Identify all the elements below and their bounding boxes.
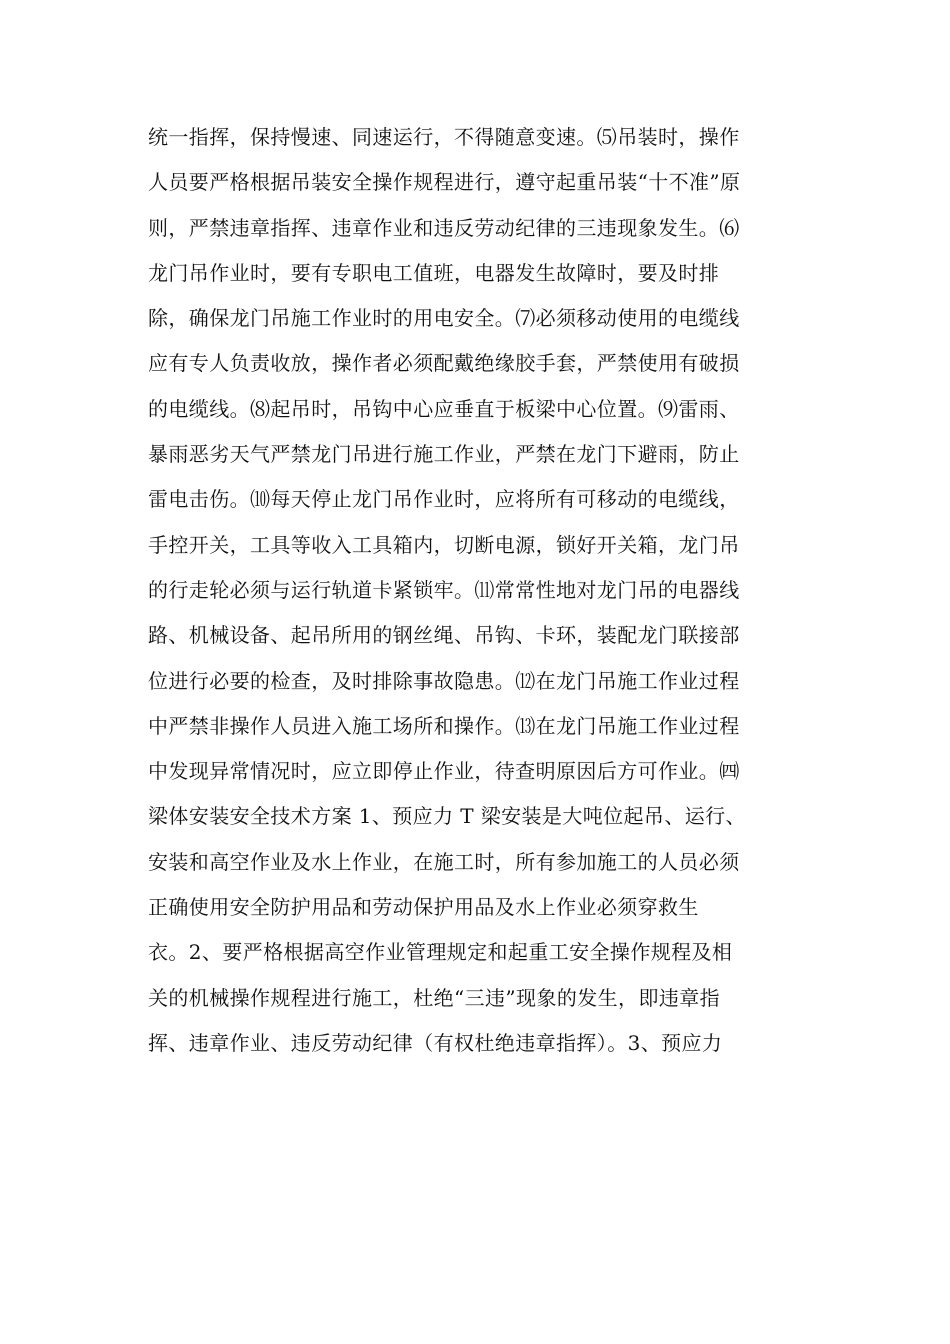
text-line: 应有专人负责收放，操作者必须配戴绝缘胶手套，严禁使用有破损 bbox=[148, 351, 740, 376]
text-line: 除，确保龙门吊施工作业时的用电安全。⑺必须移动使用的电缆线 bbox=[148, 306, 740, 331]
text-line: 安装和高空作业及水上作业，在施工时，所有参加施工的人员必须 bbox=[148, 849, 740, 874]
text-line: 衣。2、要严格根据高空作业管理规定和起重工安全操作规程及相 bbox=[148, 940, 733, 965]
text-line: 中发现异常情况时，应立即停止作业，待查明原因后方可作业。㈣ bbox=[148, 759, 740, 784]
text-line: 中严禁非操作人员进入施工场所和操作。⒀在龙门吊施工作业过程 bbox=[148, 713, 740, 738]
text-line: 手控开关，工具等收入工具箱内，切断电源，锁好开关箱，龙门吊 bbox=[148, 532, 740, 557]
text-line: 挥、违章作业、违反劳动纪律（有权杜绝违章指挥）。3、预应力 bbox=[148, 1030, 723, 1055]
text-line: 的行走轮必须与运行轨道卡紧锁牢。⑾常常性地对龙门吊的电器线 bbox=[148, 577, 740, 602]
body-text bbox=[148, 115, 808, 1066]
text-line: 关的机械操作规程进行施工，杜绝“三违”现象的发生，即违章指 bbox=[148, 985, 721, 1010]
text-line: 统一指挥，保持慢速、同速运行，不得随意变速。⑸吊装时，操作 bbox=[148, 125, 740, 149]
text-line: 人员要严格根据吊装安全操作规程进行，遵守起重吊装“十不准”原 bbox=[148, 170, 741, 195]
text-line: 梁体安装安全技术方案 1、预应力 T 梁安装是大吨位起吊、运行、 bbox=[148, 804, 746, 829]
text-line: 则，严禁违章指挥、违章作业和违反劳动纪律的三违现象发生。⑹ bbox=[148, 215, 740, 240]
text-line: 雷电击伤。⑽每天停止龙门吊作业时，应将所有可移动的电缆线， bbox=[148, 487, 740, 512]
text-line: 路、机械设备、起吊所用的钢丝绳、吊钩、卡环，装配龙门联接部 bbox=[148, 623, 740, 648]
text-line: 暴雨恶劣天气严禁龙门吊进行施工作业，严禁在龙门下避雨，防止 bbox=[148, 442, 740, 467]
text-line: 正确使用安全防护用品和劳动保护用品及水上作业必须穿救生 bbox=[148, 895, 699, 920]
text-line: 龙门吊作业时，要有专职电工值班，电器发生故障时，要及时排 bbox=[148, 260, 720, 285]
text-line: 的电缆线。⑻起吊时，吊钩中心应垂直于板梁中心位置。⑼雷雨、 bbox=[148, 396, 740, 421]
text-line: 位进行必要的检查，及时排除事故隐患。⑿在龙门吊施工作业过程 bbox=[148, 668, 740, 693]
